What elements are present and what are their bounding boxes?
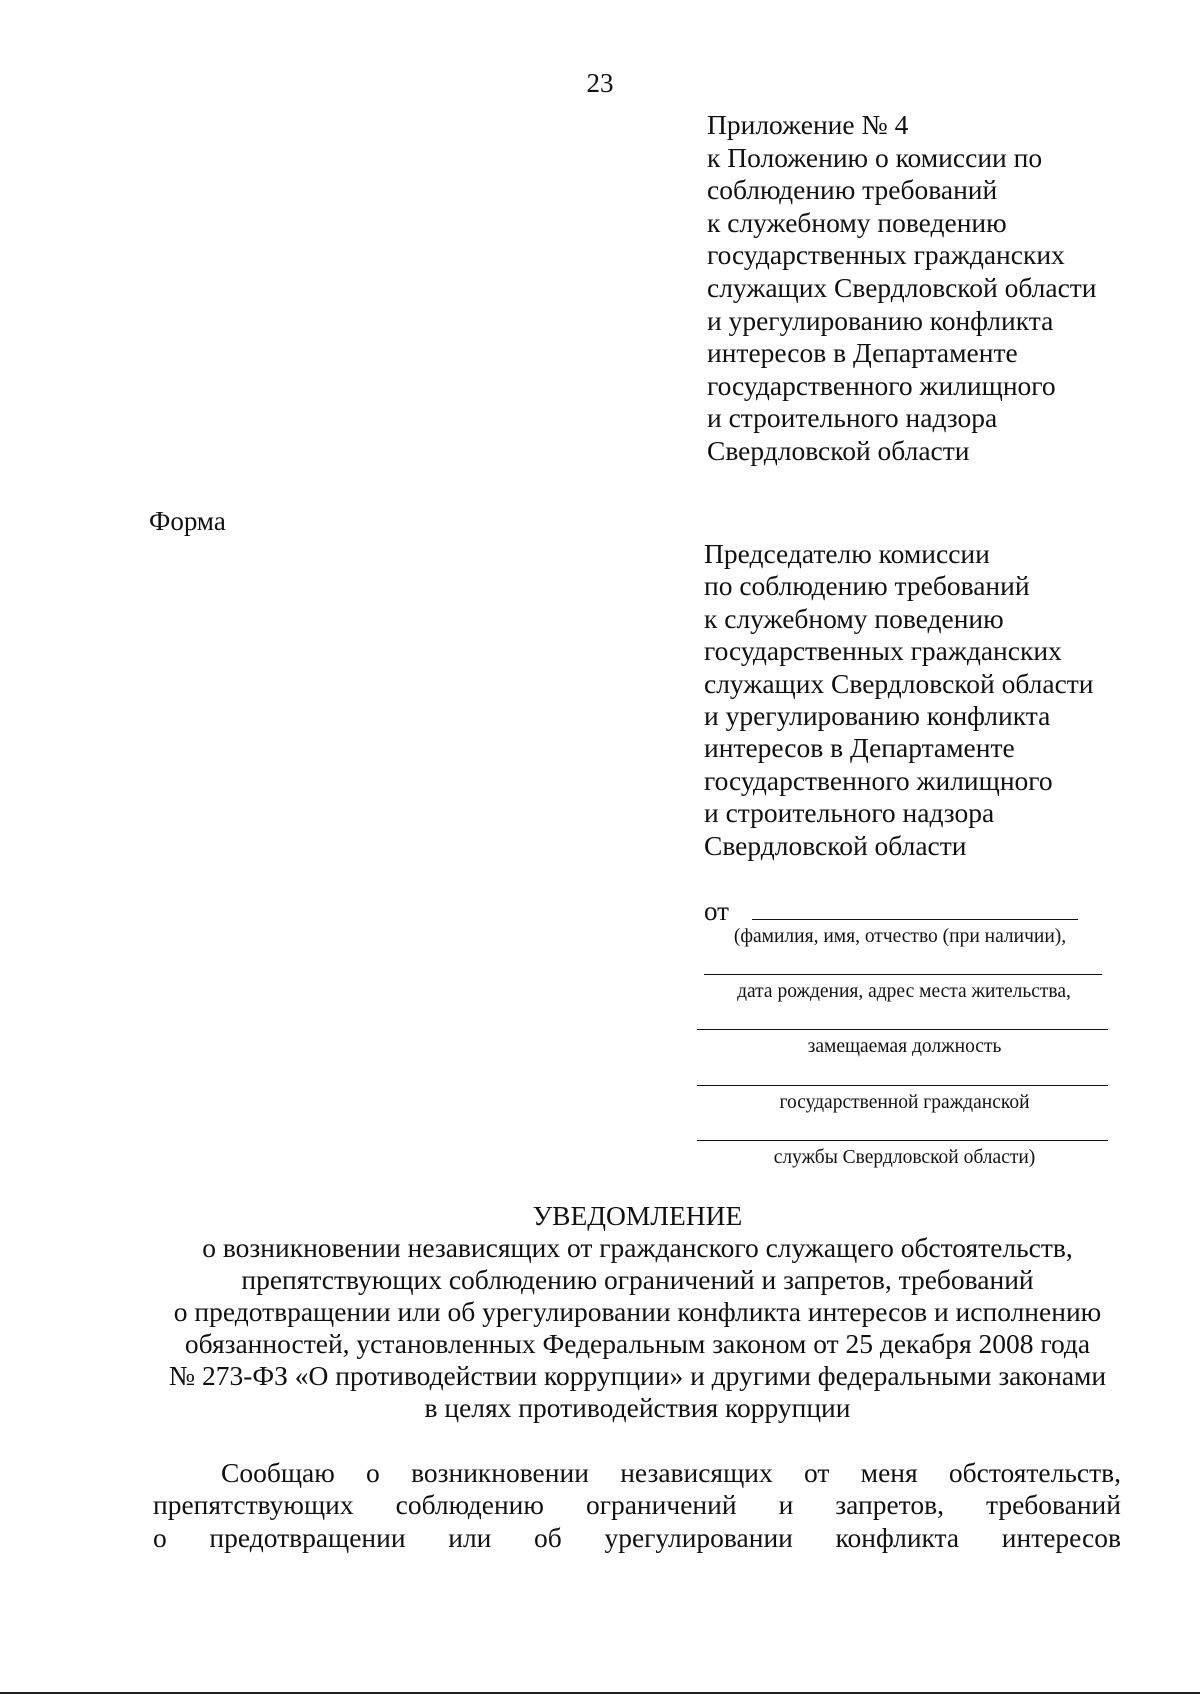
sender-hint-region-service: службы Свердловской области) xyxy=(773,1147,1036,1168)
annex-line: государственных гражданских xyxy=(707,239,1065,271)
addressee-line: государственных гражданских xyxy=(704,635,1062,667)
addressee-line: по соблюдению требований xyxy=(704,570,1030,602)
addressee-line: и урегулированию конфликта xyxy=(704,700,1051,732)
body-line: препятствующих соблюдению ограничений и запретов, требований xyxy=(153,1489,1121,1521)
notice-heading xyxy=(0,1200,1200,1424)
sender-name-field[interactable] xyxy=(752,919,1078,920)
sender-field-line-5[interactable] xyxy=(697,1140,1108,1141)
page-number: 23 xyxy=(586,68,614,98)
addressee-line: интересов в Департаменте xyxy=(704,732,1015,764)
addressee-block xyxy=(704,538,1174,862)
annex-line: соблюдению требований xyxy=(707,174,998,206)
addressee-line: государственного жилищного xyxy=(704,764,1053,796)
notice-subtitle-line: препятствующих соблюдению ограничений и запретов, требований xyxy=(241,1264,1034,1295)
annex-line: Приложение № 4 xyxy=(707,109,909,140)
annex-header xyxy=(707,109,1167,468)
notice-title: УВЕДОМЛЕНИЕ xyxy=(532,1200,743,1231)
annex-line: к Положению о комиссии по xyxy=(707,141,1043,173)
annex-line: и урегулированию конфликта xyxy=(707,304,1054,336)
sender-hint-birth-address: дата рождения, адрес места жительства, xyxy=(737,981,1071,1002)
sender-field-line-3[interactable] xyxy=(697,1029,1108,1030)
form-label: Форма xyxy=(149,506,226,536)
notice-subtitle-line: о предотвращении или об урегулировании конфликта интересов и исполнению xyxy=(173,1296,1102,1327)
addressee-line: и строительного надзора xyxy=(704,797,995,829)
from-label: от xyxy=(704,896,729,926)
page-bottom-edge xyxy=(0,1692,1200,1694)
body-line: о предотвращении или об урегулировании конфликта интересов xyxy=(153,1521,1121,1553)
sender-hint-name: (фамилия, имя, отчество (при наличии), xyxy=(733,926,1067,947)
sender-hint-civil-service: государственной гражданской xyxy=(779,1092,1030,1113)
annex-line: интересов в Департаменте xyxy=(707,337,1018,369)
addressee-line: служащих Свердловской области xyxy=(704,667,1094,699)
notice-subtitle-line: в целях противодействия коррупции xyxy=(424,1392,851,1423)
sender-field-line-4[interactable] xyxy=(697,1085,1108,1086)
notice-body xyxy=(153,1457,1121,1554)
annex-line: и строительного надзора xyxy=(707,402,998,434)
addressee-line: Свердловской области xyxy=(704,829,967,861)
sender-field-line-2[interactable] xyxy=(704,974,1102,975)
addressee-line: Председателю комиссии xyxy=(704,538,990,569)
notice-subtitle-line: обязанностей, установленных Федеральным законом от 25 декабря 2008 года xyxy=(184,1328,1091,1359)
body-line: Сообщаю о возникновении независящих от меня обстоятельств, xyxy=(221,1457,1121,1488)
sender-hint-position: замещаемая должность xyxy=(807,1036,1002,1057)
annex-line: государственного жилищного xyxy=(707,369,1056,401)
annex-line: к служебному поведению xyxy=(707,206,1007,238)
notice-subtitle-line: о возникновении независящих от гражданского служащего обстоятельств, xyxy=(202,1232,1073,1263)
addressee-line: к служебному поведению xyxy=(704,602,1004,634)
annex-line: служащих Свердловской области xyxy=(707,271,1097,303)
annex-line: Свердловской области xyxy=(707,434,970,466)
notice-subtitle-line: № 273-ФЗ «О противодействии коррупции» и другими федеральными законами xyxy=(168,1360,1107,1391)
